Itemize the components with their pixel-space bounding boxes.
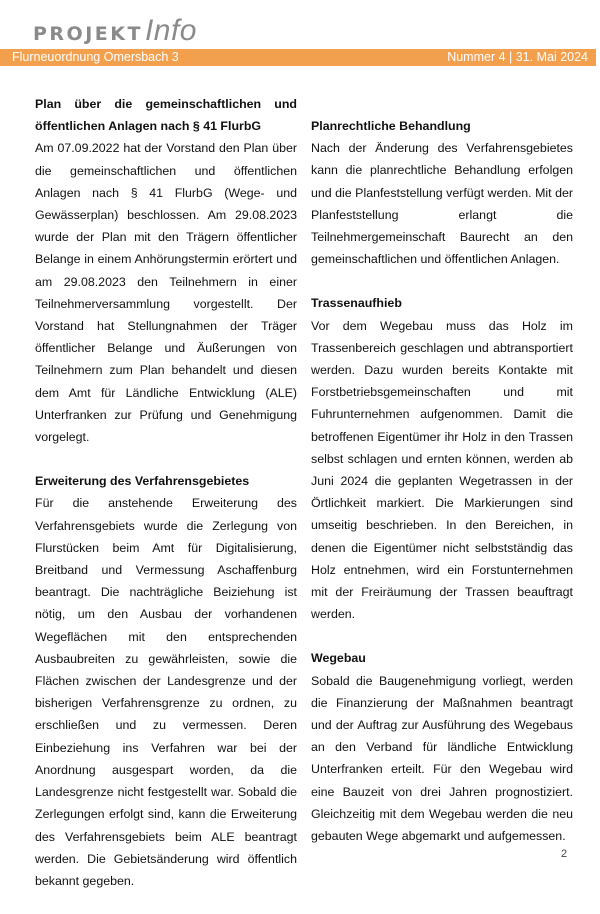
right-column (311, 115, 573, 869)
section-heading: Erweiterung des Verfahrensgebietes (35, 474, 250, 489)
section-body: Am 07.09.2022 hat der Vorstand den Plan über die gemeinschaftlichen und öffentlichen Anlagen nach § 41 FlurbG (Wege- und Gewässerplan) beschlossen. Am 29.08.2023 wurde der Plan mit den Trägern öffentlicher Belange in einem Anhörungstermin erörtert und am 29.08.2023 den Teilnehmern in einer Teilnehmerversammlung vorgestellt. Der Vorstand hat Stellungnahmen der Träger öffentlicher Belange und Äußerungen von Teilnehmern zum Plan behandelt und diesen dem Amt für Ländliche Entwicklung (ALE) Unterfranken zur Prüfung und Genehmigung vorgelegt. (35, 141, 297, 445)
page-number: 2 (561, 848, 568, 860)
section-wegebau (311, 647, 573, 847)
section-body: Sobald die Baugenehmigung vorliegt, werden die Finanzierung der Maßnahmen beantragt und der Auftrag zur Ausführung des Wegebaus an den Verband für ländliche Entwicklung Unterfranken erteilt. Für den Wegebau wird eine Bauzeit von drei Jahren prognostiziert. Gleichzeitig mit dem Wegebau werden die neu gebauten Wege abgemarkt und aufgemessen. (311, 673, 573, 844)
section-planrechtliche-behandlung (311, 115, 573, 270)
section-erweiterung-verfahrensgebiet (35, 470, 297, 892)
left-column (35, 93, 297, 914)
section-body: Für die anstehende Erweiterung des Verfahrensgebiets wurde die Zerlegung von Flurstücken beim Amt für Digitalisierung, Breitband und Vermessung Aschaffenburg beantragt. Die nachträgliche Beiziehung ist nötig, um den Ausbau der vorhandenen Wegeflächen mit den entsprechenden Ausbaubreiten zu gewährleisten, sowie die Flächen zwischen der Landesgrenze und der bisherigen Verfahrensgrenze zu ordnen, zu erschließen und zu vermessen. Deren Einbeziehung ins Verfahren war bei der Anordnung ausgespart worden, da die Landesgrenze nicht festgestellt war. Sobald die Zerlegungen erfolgt sind, kann die Erweiterung des Verfahrensgebiets beim ALE beantragt werden. Die Gebietsänderung wird öffentlich bekannt gegeben. (35, 496, 297, 888)
section-heading: Planrechtliche Behandlung (311, 119, 471, 133)
project-name: Flurneuordnung Omersbach 3 (12, 50, 179, 64)
section-trassenaufhieb (311, 292, 573, 625)
section-body: Nach der Änderung des Verfahrensgebietes kann die planrechtliche Behandlung erfolgen und die Planfeststellung verfügt werden. Mit der Planfeststellung erlangt die Teilnehmergemeinschaft Baurecht an den gemeinschaftlichen und öffentlichen Anlagen. (311, 141, 573, 267)
header-banner (0, 49, 596, 66)
section-heading: Trassenaufhieb (311, 296, 402, 311)
logo-info-text: Info (144, 14, 197, 47)
section-body: Vor dem Wegebau muss das Holz im Trassenbereich geschlagen und abtransportiert werden. Dazu wurden bereits Kontakte mit Forstbetriebsgemeinschaften und mit Fuhrunternehmen aufgenommen. Damit die betroffenen Eigentümer ihr Holz in den Trassen selbst schlagen und ernten können, werden ab Juni 2024 die geplanten Wegetrassen in der Örtlichkeit markiert. Die Markierungen sind umseitig beschrieben. In den Bereichen, in denen die Eigentümer nicht selbstständig das Holz entnehmen, wird ein Forstunternehmen mit der Freiräumung der Trassen beauftragt werden. (311, 318, 573, 622)
logo-projekt-text: PROJEKT (33, 23, 143, 45)
projekt-info-logo (33, 14, 197, 46)
section-heading: Plan über die gemeinschaftlichen und öffentlichen Anlagen nach § 41 FlurbG (35, 97, 297, 134)
section-plan-41-flurbg (35, 93, 297, 448)
issue-number-date: Nummer 4 | 31. Mai 2024 (447, 50, 588, 64)
section-heading: Wegebau (311, 651, 366, 666)
